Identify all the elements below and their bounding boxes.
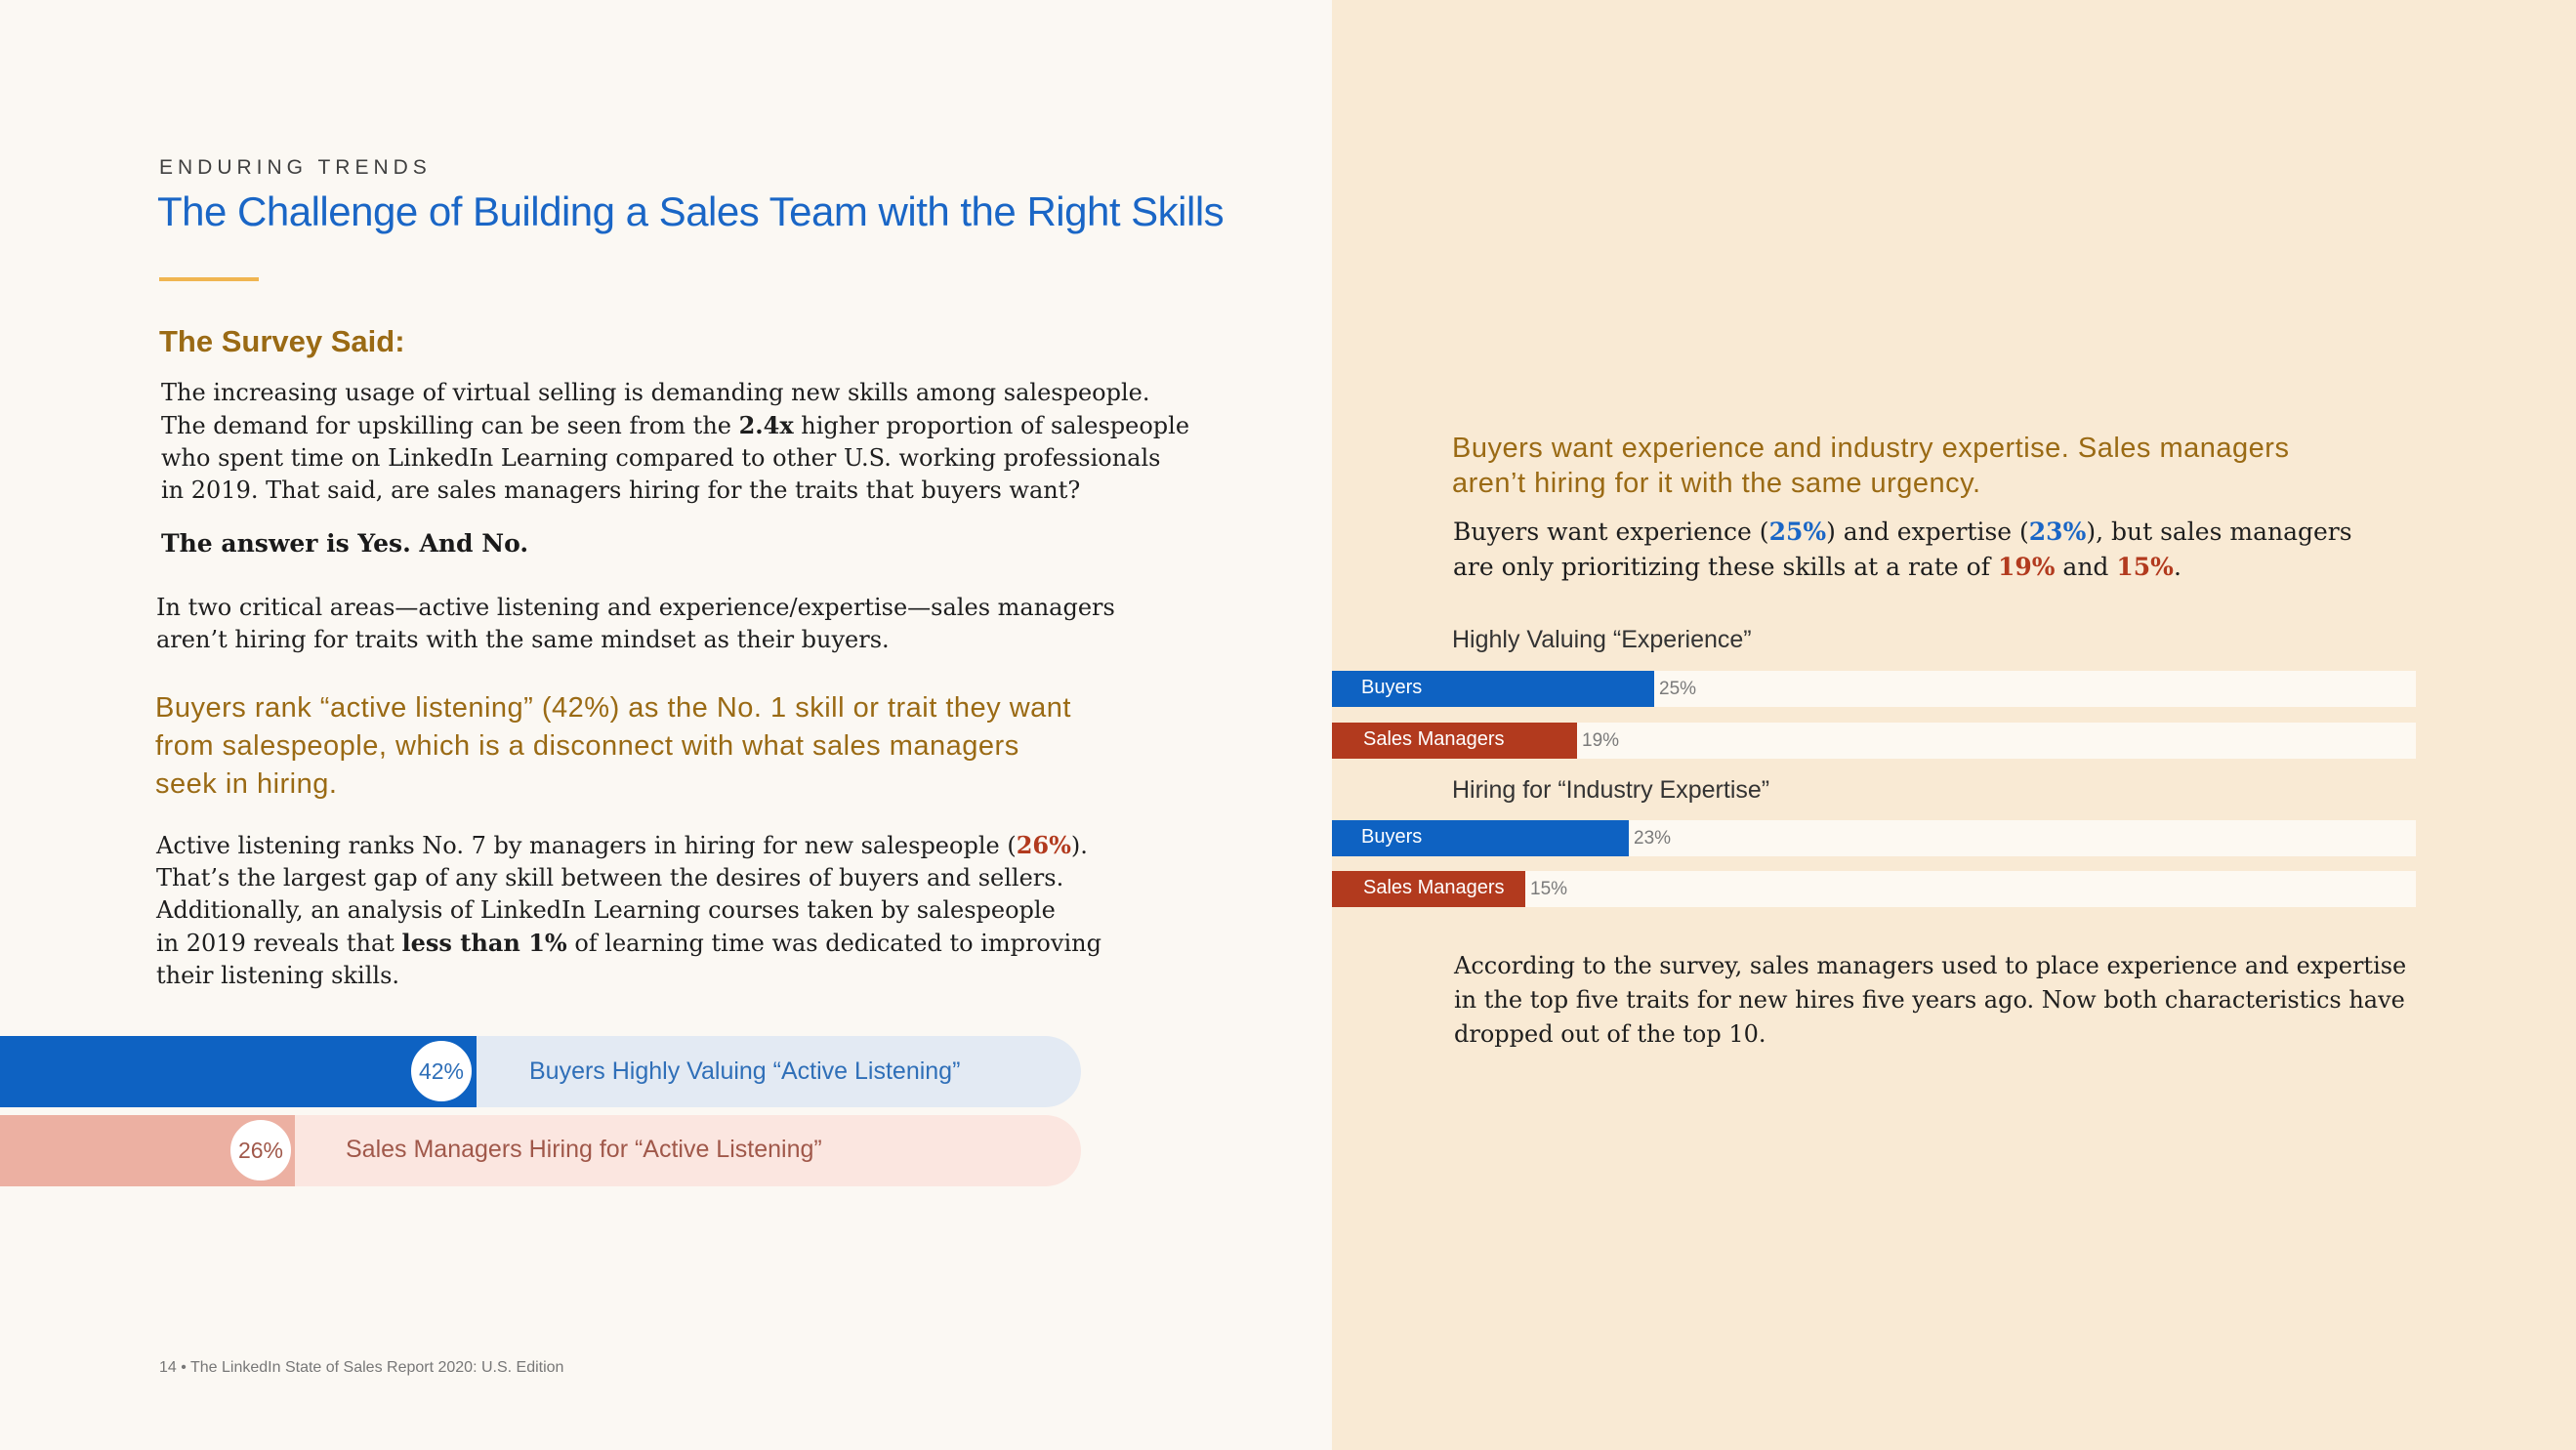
page-footer: 14 • The LinkedIn State of Sales Report 2020: U.S. Edition — [159, 1359, 564, 1376]
pull-quote-experience — [1452, 431, 2448, 501]
pull-quote-line: from salespeople, which is a disconnect with what sales managers — [155, 730, 1019, 762]
paragraph-line — [1453, 515, 2449, 550]
paragraph-line: Additionally, an analysis of LinkedIn Learning courses taken by salespeople — [156, 896, 1056, 924]
paragraph-line: That’s the largest gap of any skill between the desires of buyers and sellers. — [156, 864, 1064, 891]
bar-label: Sales Managers — [1363, 877, 1505, 898]
active-listening-paragraph — [156, 829, 1191, 992]
paragraph-line — [156, 927, 1191, 960]
bar-value-label: 25% — [1659, 679, 1697, 699]
highlight-19: 19% — [1997, 553, 2056, 581]
highlight-less-than-1: less than 1% — [401, 929, 567, 957]
buyers-active-listening-fill — [0, 1036, 477, 1107]
page-title: The Challenge of Building a Sales Team with the Right Skills — [157, 188, 1225, 234]
paragraph-line: According to the survey, sales managers used to place experience and expertise — [1454, 952, 2407, 979]
survey-heading: The Survey Said: — [159, 324, 405, 358]
critical-areas-paragraph — [156, 592, 1191, 656]
title-underline — [159, 277, 259, 281]
highlight-15: 15% — [2116, 553, 2174, 581]
survey-line: in 2019. That said, are sales managers hiring for the traits that buyers want? — [161, 476, 1081, 504]
managers-active-listening-bar — [0, 1115, 1081, 1186]
text-run: and — [2055, 553, 2117, 581]
section-eyebrow: ENDURING TRENDS — [159, 156, 432, 179]
paragraph-line: dropped out of the top 10. — [1454, 1020, 1766, 1048]
text-run: ) and expertise ( — [1826, 518, 2029, 546]
survey-line: who spent time on LinkedIn Learning compared to other U.S. working professionals — [161, 444, 1161, 472]
pull-quote-line: aren’t hiring for it with the same urgency. — [1452, 468, 1981, 499]
highlight-2-4x: 2.4x — [738, 411, 794, 439]
bar-value-label: 15% — [1530, 879, 1568, 899]
pull-quote-line: Buyers want experience and industry expertise. Sales managers — [1452, 433, 2290, 464]
text-run: . — [2173, 553, 2181, 581]
managers-active-listening-value: 26% — [227, 1116, 295, 1184]
experience-paragraph — [1453, 515, 2449, 585]
highlight-26: 26% — [1016, 831, 1071, 859]
bar-value-label: 19% — [1582, 730, 1620, 751]
survey-line — [161, 409, 1196, 442]
text-run: ). — [1070, 832, 1088, 859]
chart-group-title: Highly Valuing “Experience” — [1452, 626, 1752, 653]
pull-quote-line: seek in hiring. — [155, 768, 338, 800]
bar-label: Sales Managers — [1363, 728, 1505, 750]
paragraph-line: in the top five traits for new hires five years ago. Now both characteristics have — [1454, 986, 2405, 1014]
survey-paragraph — [161, 377, 1196, 507]
pull-quote-line: Buyers rank “active listening” (42%) as the No. 1 skill or trait they want — [155, 692, 1071, 724]
text-run: in 2019 reveals that — [156, 930, 402, 957]
buyers-active-listening-value: 42% — [406, 1036, 477, 1106]
text-run: Buyers want experience ( — [1453, 518, 1769, 546]
buyers-active-listening-bar — [0, 1036, 1081, 1107]
paragraph-line — [156, 829, 1191, 862]
text-run: of learning time was dedicated to improving — [566, 930, 1101, 957]
paragraph-line: aren’t hiring for traits with the same mindset as their buyers. — [156, 626, 890, 653]
text-run: are only prioritizing these skills at a rate of — [1453, 553, 1998, 581]
answer-heading: The answer is Yes. And No. — [161, 529, 529, 558]
text-run: Active listening ranks No. 7 by managers in hiring for new salespeople ( — [156, 832, 1017, 859]
pull-quote-active-listening — [155, 689, 1171, 804]
text-run: The demand for upskilling can be seen from the — [161, 412, 739, 439]
bar-value-label: 23% — [1634, 828, 1672, 849]
survey-line: The increasing usage of virtual selling is demanding new skills among salespeople. — [161, 379, 1150, 406]
paragraph-line: In two critical areas—active listening and experience/expertise—sales managers — [156, 594, 1115, 621]
text-run: ), but sales managers — [2086, 518, 2352, 546]
survey-conclusion-paragraph — [1454, 949, 2440, 1052]
text-run: higher proportion of salespeople — [793, 412, 1190, 439]
highlight-25: 25% — [1768, 518, 1827, 546]
chart-group-title: Hiring for “Industry Expertise” — [1452, 776, 1770, 804]
paragraph-line — [1453, 550, 2449, 585]
managers-active-listening-label: Sales Managers Hiring for “Active Listening” — [346, 1136, 822, 1163]
highlight-23: 23% — [2028, 518, 2087, 546]
bar-label: Buyers — [1361, 826, 1423, 848]
buyers-active-listening-label: Buyers Highly Valuing “Active Listening” — [529, 1057, 961, 1085]
paragraph-line: their listening skills. — [156, 962, 400, 989]
bar-label: Buyers — [1361, 677, 1423, 698]
